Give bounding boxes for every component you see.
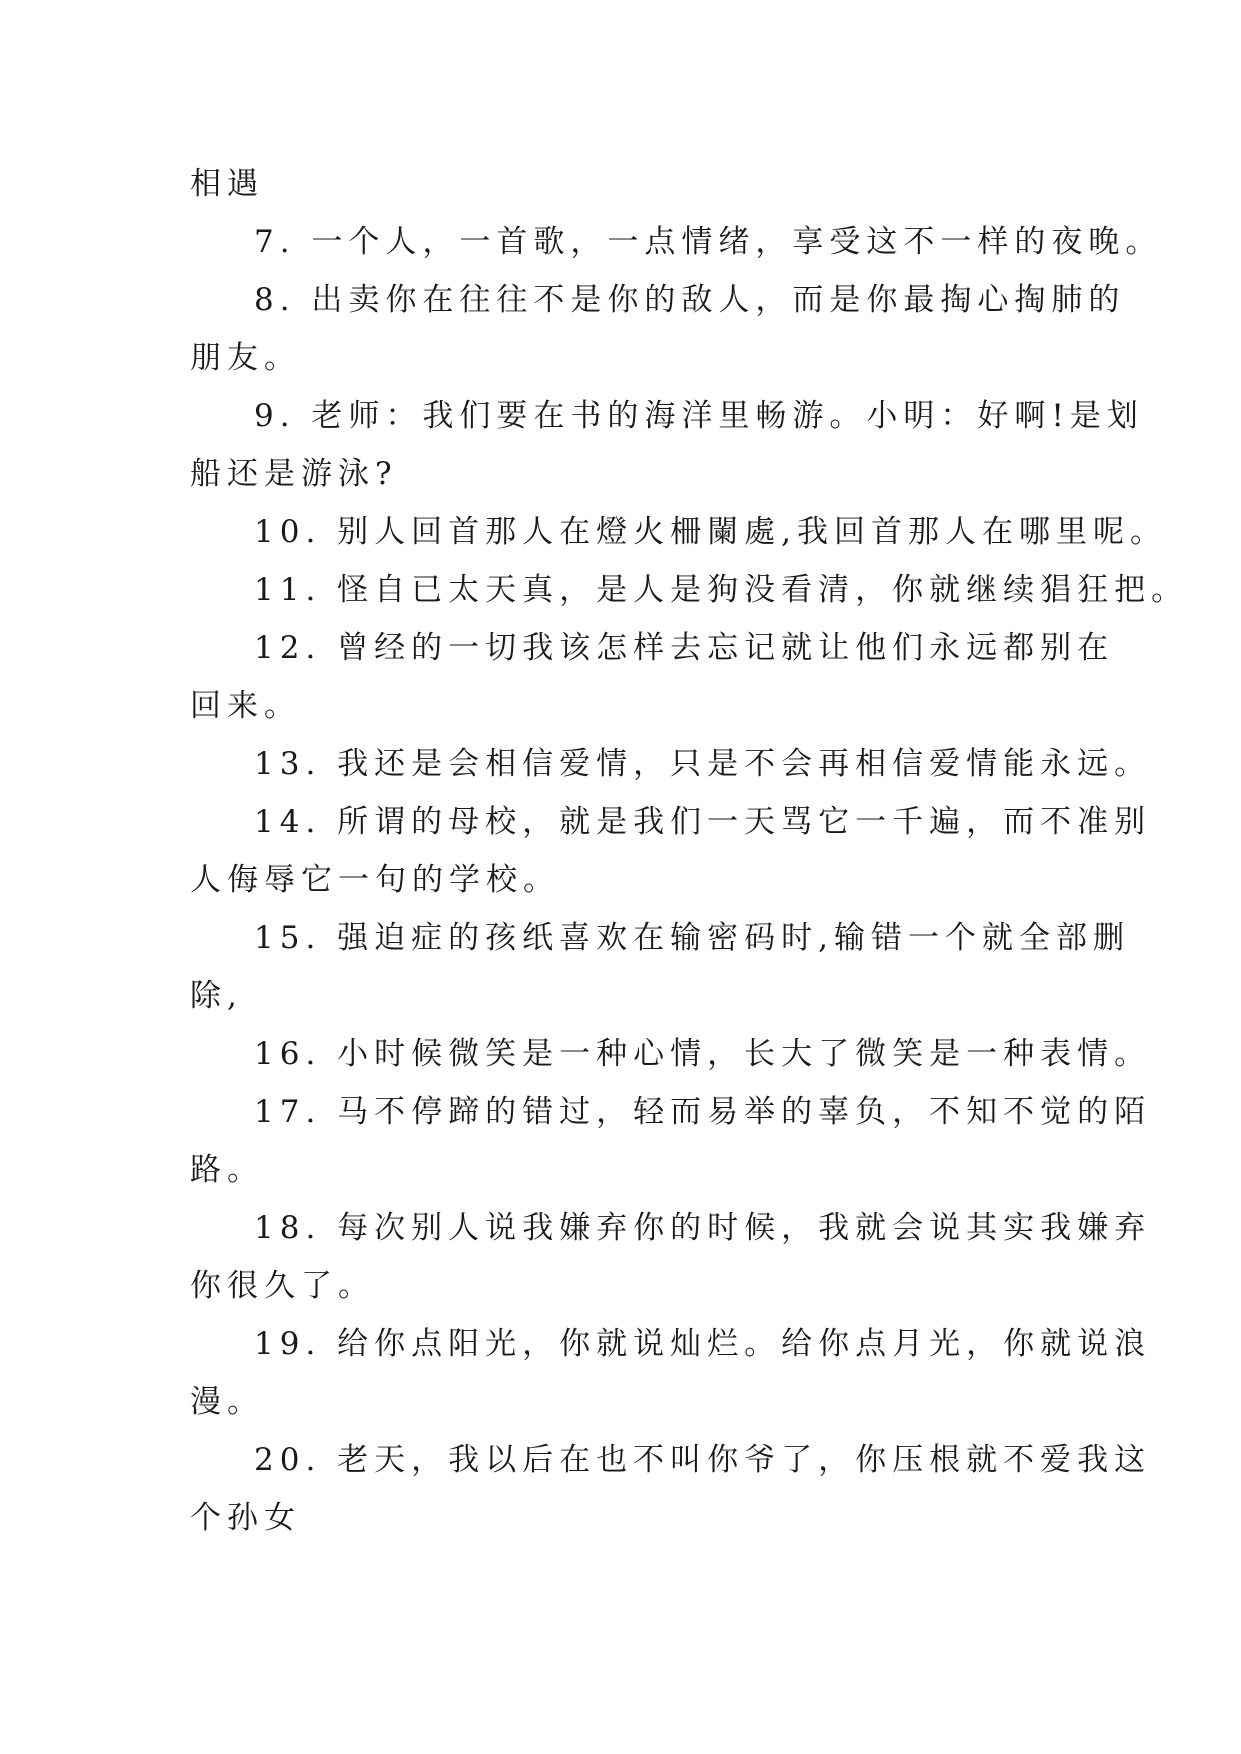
document-body: [190, 155, 1189, 1547]
paragraph-line-continuation: 除,: [190, 978, 243, 1014]
paragraph-line-first: 20. 老天，我以后在也不叫你爷了，你压根就不爱我这: [254, 1442, 1152, 1478]
paragraph-line-continuation: 你很久了。: [190, 1268, 375, 1304]
paragraph-line-first: 7. 一个人，一首歌，一点情绪，享受这不一样的夜晚。: [254, 224, 1163, 260]
paragraph-line-first: 10. 别人回首那人在燈火柵闌處,我回首那人在哪里呢。: [254, 514, 1168, 550]
paragraph-line-first: 8. 出卖你在往往不是你的敌人，而是你最掏心掏肺的: [254, 282, 1126, 318]
paragraph-line-first: 17. 马不停蹄的错过，轻而易举的辜负，不知不觉的陌: [254, 1094, 1152, 1130]
paragraph-line-continuation: 船还是游泳?: [190, 456, 398, 492]
paragraph-line-first: 18. 每次别人说我嫌弃你的时候，我就会说其实我嫌弃: [254, 1210, 1152, 1246]
paragraph-line-first: 14. 所谓的母校，就是我们一天骂它一千遍，而不准别: [254, 804, 1152, 840]
paragraph-line-continuation: 朋友。: [190, 340, 301, 376]
paragraph-line-first: 13. 我还是会相信爱情，只是不会再相信爱情能永远。: [254, 746, 1152, 782]
paragraph-line-continuation: 人侮辱它一句的学校。: [190, 862, 560, 898]
paragraph-line-first: 12. 曾经的一切我该怎样去忘记就让他们永远都别在: [254, 630, 1115, 666]
paragraph-line-continuation: 个孙女: [190, 1500, 301, 1536]
paragraph-line-continuation: 回来。: [190, 688, 301, 724]
paragraph-line-first: 11. 怪自已太天真，是人是狗没看清，你就继续猖狂把。: [254, 572, 1189, 608]
paragraph-line-first: 16. 小时候微笑是一种心情，长大了微笑是一种表情。: [254, 1036, 1152, 1072]
paragraph-line-first: 15. 强迫症的孩纸喜欢在输密码时,输错一个就全部删: [254, 920, 1131, 956]
paragraph-line-first: 9. 老师：我们要在书的海洋里畅游。小明：好啊!是划: [254, 398, 1144, 434]
paragraph-line-continuation: 路。: [190, 1152, 264, 1188]
paragraph-line-continuation: 漫。: [190, 1384, 264, 1420]
paragraph-line-continuation: 相遇: [190, 166, 264, 202]
paragraph-line-first: 19. 给你点阳光，你就说灿烂。给你点月光，你就说浪: [254, 1326, 1152, 1362]
